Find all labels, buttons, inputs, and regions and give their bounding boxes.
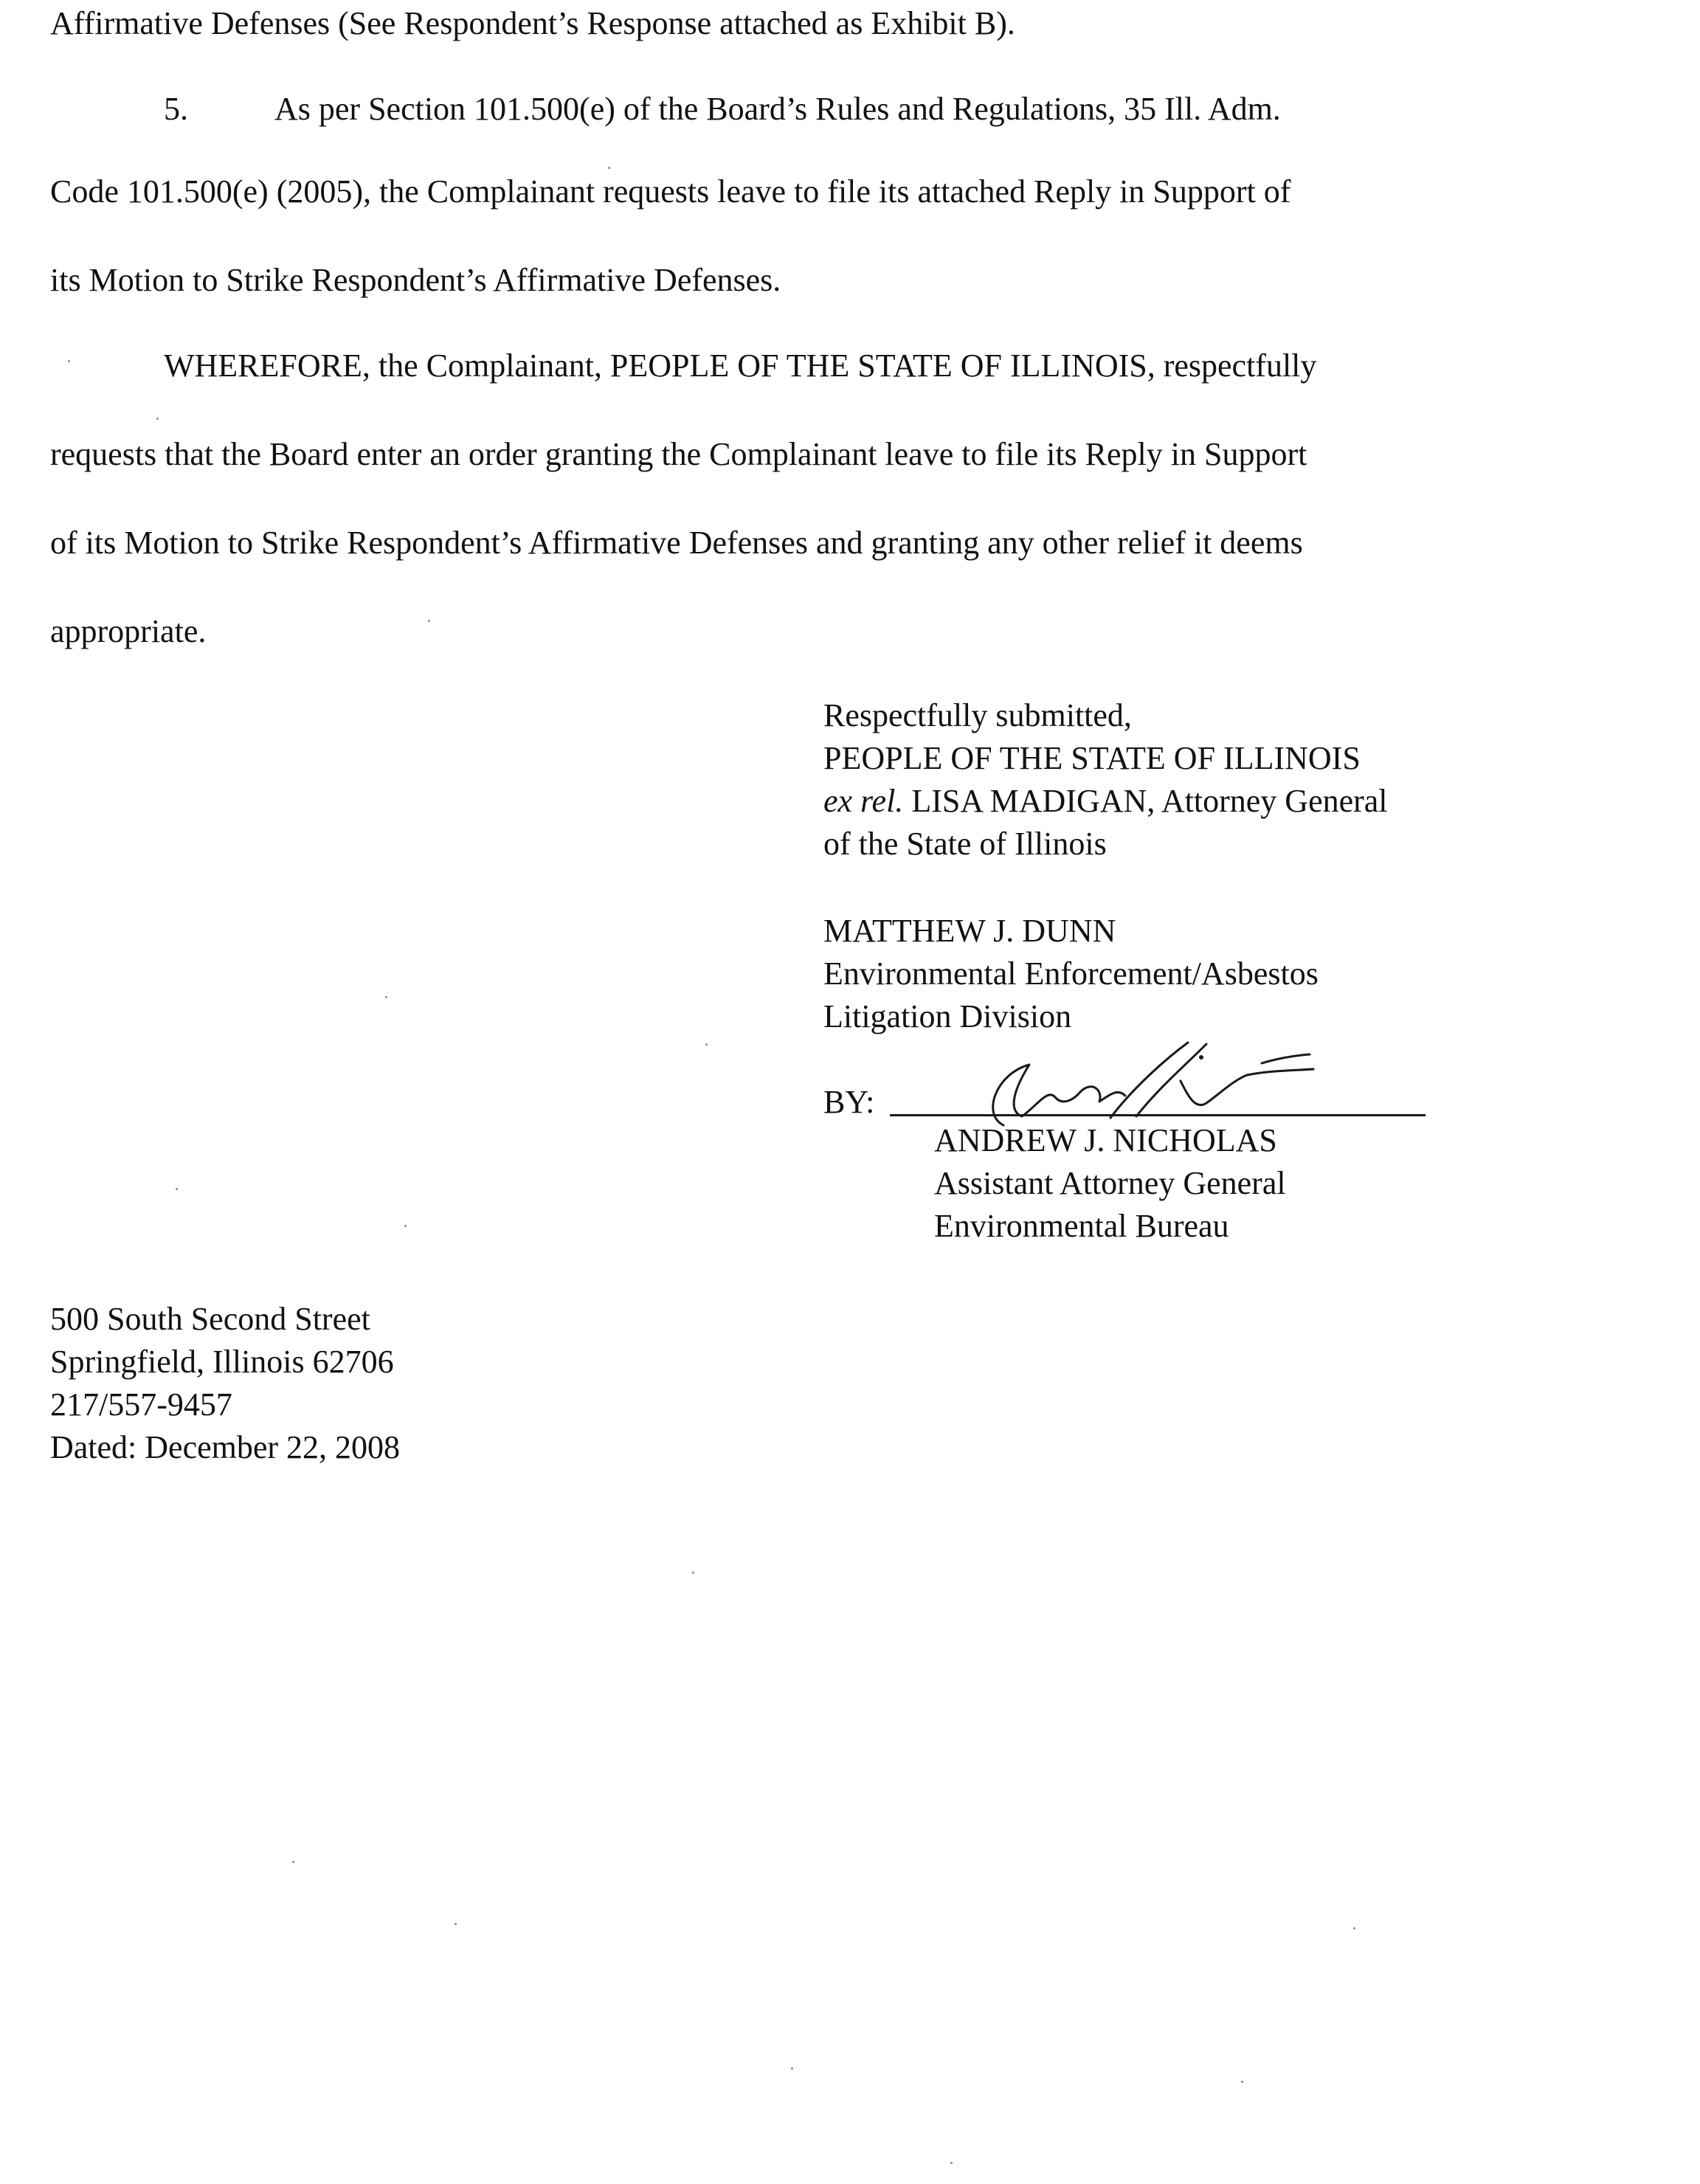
scan-speck xyxy=(705,1043,708,1046)
wherefore-line-2: requests that the Board enter an order granting the Complainant leave to file its Reply in Support xyxy=(50,436,1307,472)
division-line-2: Litigation Division xyxy=(823,998,1072,1034)
ex-rel-prefix: ex rel. xyxy=(823,783,904,819)
signer-title: Assistant Attorney General xyxy=(934,1165,1286,1201)
division-line-1: Environmental Enforcement/Asbestos xyxy=(823,956,1319,992)
division-head: MATTHEW J. DUNN xyxy=(823,913,1116,949)
state-line: of the State of Illinois xyxy=(823,826,1107,862)
scan-speck xyxy=(1241,2081,1243,2083)
ex-rel-name: LISA MADIGAN, Attorney General xyxy=(911,783,1388,819)
address-street: 500 South Second Street xyxy=(50,1301,370,1337)
paragraph-5-line-3: its Motion to Strike Respondent’s Affirmative Defenses. xyxy=(50,262,781,298)
wherefore-line-3: of its Motion to Strike Respondent’s Affirmative Defenses and granting any other relief it deems xyxy=(50,525,1303,561)
by-label: BY: xyxy=(823,1084,875,1120)
paragraph-number-5: 5. xyxy=(164,91,188,127)
scan-speck xyxy=(428,620,430,622)
scan-speck xyxy=(950,2162,953,2164)
wherefore-line-1: WHEREFORE, the Complainant, PEOPLE OF THE STATE OF ILLINOIS, respectfully xyxy=(164,348,1317,384)
scan-speck xyxy=(385,996,387,998)
signer-bureau: Environmental Bureau xyxy=(934,1208,1229,1244)
paragraph-5-line-2: Code 101.500(e) (2005), the Complainant requests leave to file its attached Reply in Support of xyxy=(50,173,1291,210)
scan-speck xyxy=(608,167,610,169)
scan-speck xyxy=(791,2067,793,2070)
scan-speck xyxy=(1353,1927,1355,1929)
scan-speck xyxy=(692,1572,694,1574)
closing-line: Respectfully submitted, xyxy=(823,697,1132,733)
ex-rel-line xyxy=(823,785,1388,818)
scan-speck xyxy=(455,1923,457,1925)
party-name: PEOPLE OF THE STATE OF ILLINOIS xyxy=(823,740,1361,776)
dated-line: Dated: December 22, 2008 xyxy=(50,1429,401,1465)
signer-name: ANDREW J. NICHOLAS xyxy=(934,1122,1277,1158)
address-phone: 217/557-9457 xyxy=(50,1386,232,1423)
scan-speck xyxy=(68,360,70,362)
paragraph-5-line-1: As per Section 101.500(e) of the Board’s Rules and Regulations, 35 Ill. Adm. xyxy=(274,91,1281,127)
address-city: Springfield, Illinois 62706 xyxy=(50,1344,394,1380)
wherefore-line-4: appropriate. xyxy=(50,613,207,649)
scan-speck xyxy=(156,418,159,420)
scan-speck xyxy=(404,1225,407,1227)
scan-speck xyxy=(176,1188,178,1190)
body-line-1: Affirmative Defenses (See Respondent’s Response attached as Exhibit B). xyxy=(50,5,1015,41)
scan-speck xyxy=(292,1861,294,1863)
